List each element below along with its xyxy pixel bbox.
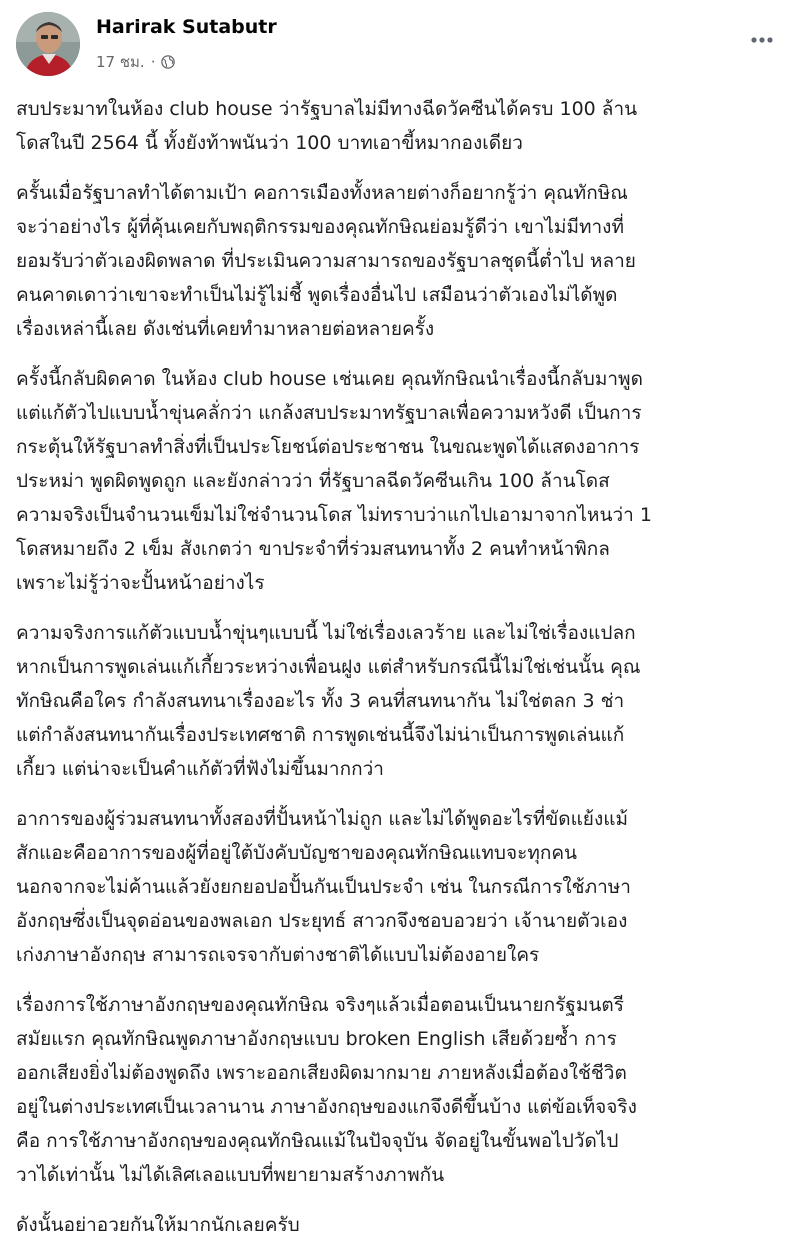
post-text-line: สักแอะคืออาการของผู้ที่อยู่ใต้บังคับบัญชาของคุณทักษิณแทบจะทุกคน [16, 842, 578, 864]
globe-icon[interactable] [161, 55, 175, 69]
post-text-line: เรื่องการใช้ภาษาอังกฤษของคุณทักษิณ จริงๆแล้วเมื่อตอนเป็นนายกรัฐมนตรี [16, 994, 624, 1016]
post-text-line: หากเป็นการพูดเล่นแก้เกี้ยวระหว่างเพื่อนฝูง แต่สำหรับกรณีนี้ไม่ใช่เช่นนั้น คุณ [16, 656, 641, 678]
avatar-image [16, 12, 80, 76]
post-text-line: แต่แก้ตัวไปแบบน้ำขุ่นคลั่กว่า แกล้งสบประมาทรัฐบาลเพื่อความหวังดี เป็นการ [16, 402, 642, 424]
post-text-line: สมัยแรก คุณทักษิณพูดภาษาอังกฤษแบบ broken English เสียด้วยซ้ำ การ [16, 1028, 617, 1050]
post-text-line: อยู่ในต่างประเทศเป็นเวลานาน ภาษาอังกฤษของแกจึงดีขึ้นบ้าง แต่ข้อเท็จจริง [16, 1096, 637, 1118]
post-timestamp[interactable]: 17 ชม. [96, 53, 145, 71]
avatar[interactable] [16, 12, 80, 76]
post-text-line: คือ การใช้ภาษาอังกฤษของคุณทักษิณแม้ในปัจจุบัน จัดอยู่ในขั้นพอไปวัดไป [16, 1130, 619, 1152]
post-paragraph [16, 616, 786, 786]
post-paragraph [16, 176, 786, 346]
post-text-line: วาได้เท่านั้น ไม่ได้เลิศเลอแบบที่พยายามสร้างภาพกัน [16, 1164, 445, 1186]
post-paragraph [16, 1208, 786, 1242]
post-text-line: นอกจากจะไม่ค้านแล้วยังยกยอปอปั้นกันเป็นประจำ เช่น ในกรณีการใช้ภาษา [16, 876, 631, 898]
post-text-line: อาการของผู้ร่วมสนทนาทั้งสองที่ปั้นหน้าไม่ถูก และไม่ได้พูดอะไรที่ขัดแย้งแม้ [16, 808, 628, 830]
meta-separator: · [150, 53, 156, 71]
post-paragraph [16, 802, 786, 972]
post-text-line: คนคาดเดาว่าเขาจะทำเป็นไม่รู้ไม่ชี้ พูดเรื่องอื่นไป เสมือนว่าตัวเองไม่ได้พูด [16, 284, 618, 306]
post-header [16, 12, 784, 76]
author-name[interactable]: Harirak Sutabutr [96, 16, 277, 38]
post-text-line: สบประมาทในห้อง club house ว่ารัฐบาลไม่มีทางฉีดวัคซีนได้ครบ 100 ล้าน [16, 98, 638, 120]
post-meta [96, 50, 175, 74]
post-text-line: ทักษิณคือใคร กำลังสนทนาเรื่องอะไร ทั้ง 3 คนที่สนทนากัน ไม่ใช่ตลก 3 ช่า [16, 690, 625, 712]
post-text-line: ครั้งนี้กลับผิดคาด ในห้อง club house เช่นเคย คุณทักษิณนำเรื่องนี้กลับมาพูด [16, 368, 643, 390]
post-text-line: ครั้นเมื่อรัฐบาลทำได้ตามเป้า คอการเมืองทั้งหลายต่างก็อยากรู้ว่า คุณทักษิณ [16, 182, 628, 204]
more-options-button[interactable] [744, 28, 780, 52]
post-paragraph [16, 988, 786, 1192]
post-text-line: ประหม่า พูดผิดพูดถูก และยังกล่าวว่า ที่รัฐบาลฉีดวัคซีนเกิน 100 ล้านโดส [16, 470, 610, 492]
post-paragraph [16, 362, 786, 600]
post-text-line: โดสในปี 2564 นี้ ทั้งยังท้าพนันว่า 100 บาทเอาขี้หมากองเดียว [16, 132, 523, 154]
post-text-line: ออกเสียงยิ่งไม่ต้องพูดถึง เพราะออกเสียงผิดมากมาย ภายหลังเมื่อต้องใช้ชีวิต [16, 1062, 627, 1084]
post-text-line: เก่งภาษาอังกฤษ สามารถเจรจากับต่างชาติได้แบบไม่ต้องอายใคร [16, 944, 540, 966]
more-horizontal-icon [750, 36, 774, 44]
post-text [16, 92, 786, 1258]
post-text-line: จะว่าอย่างไร ผู้ที่คุ้นเคยกับพฤติกรรมของคุณทักษิณย่อมรู้ดีว่า เขาไม่มีทางที่ [16, 216, 624, 238]
post-text-line: เพราะไม่รู้ว่าจะปั้นหน้าอย่างไร [16, 572, 265, 594]
post-text-line: ดังนั้นอย่าอวยกันให้มากนักเลยครับ [16, 1214, 300, 1236]
post-text-line: แต่กำลังสนทนากันเรื่องประเทศชาติ การพูดเช่นนี้จึงไม่น่าเป็นการพูดเล่นแก้ [16, 724, 625, 746]
post-text-line: เรื่องเหล่านี้เลย ดังเช่นที่เคยทำมาหลายต่อหลายครั้ง [16, 318, 435, 340]
post-text-line: กระตุ้นให้รัฐบาลทำสิ่งที่เป็นประโยชน์ต่อประชาชน ในขณะพูดได้แสดงอาการ [16, 436, 640, 458]
post-paragraph [16, 92, 786, 160]
post-text-line: เกี้ยว แต่น่าจะเป็นคำแก้ตัวที่ฟังไม่ขึ้นมากกว่า [16, 758, 384, 780]
post-text-line: อังกฤษซึ่งเป็นจุดอ่อนของพลเอก ประยุทธ์ สาวกจึงชอบอวยว่า เจ้านายตัวเอง [16, 910, 628, 932]
post-text-line: โดสหมายถึง 2 เข็ม สังเกตว่า ขาประจำที่ร่วมสนทนาทั้ง 2 คนทำหน้าพิกล [16, 538, 610, 560]
post-text-line: ความจริงการแก้ตัวแบบน้ำขุ่นๆแบบนี้ ไม่ใช่เรื่องเลวร้าย และไม่ใช่เรื่องแปลก [16, 622, 636, 644]
post-text-line: ความจริงเป็นจำนวนเข็มไม่ใช่จำนวนโดส ไม่ทราบว่าแกไปเอามาจากไหนว่า 1 [16, 504, 652, 526]
post-text-line: ยอมรับว่าตัวเองผิดพลาด ที่ประเมินความสามารถของรัฐบาลชุดนี้ต่ำไป หลาย [16, 250, 636, 272]
